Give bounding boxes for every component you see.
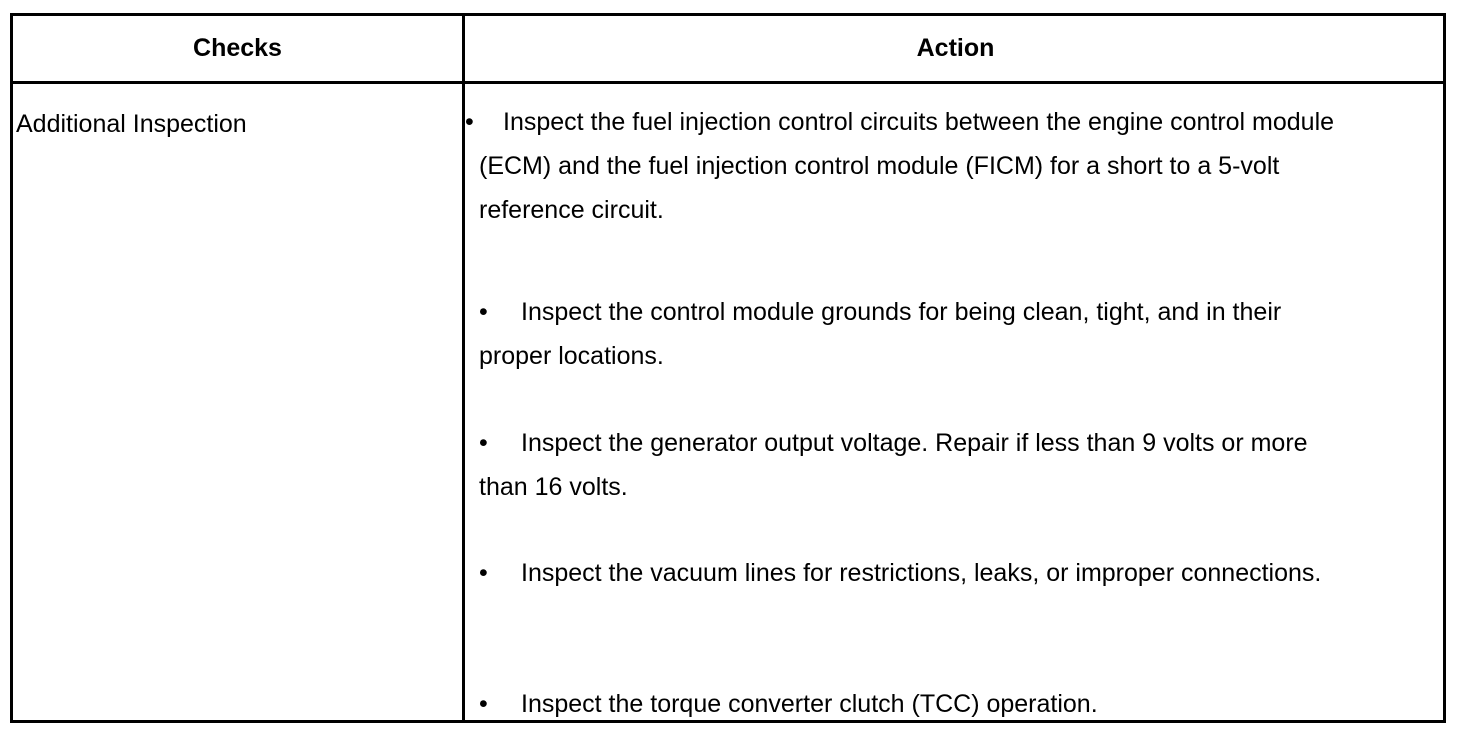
action-item-3 bbox=[479, 421, 1359, 509]
checks-action-table bbox=[10, 13, 1446, 723]
bullet-mark: • bbox=[479, 690, 488, 718]
check-cell-additional-inspection: Additional Inspection bbox=[16, 110, 247, 138]
bullet-mark: • bbox=[479, 298, 488, 326]
action-item-1 bbox=[465, 100, 1365, 232]
bullet-mark: • bbox=[479, 429, 488, 457]
bullet-mark: • bbox=[465, 108, 474, 136]
header-checks: Checks bbox=[193, 34, 282, 62]
table-header-row bbox=[13, 16, 1443, 84]
header-action: Action bbox=[916, 34, 995, 62]
action-item-4 bbox=[479, 551, 1359, 595]
action-text-3: Inspect the generator output voltage. Repair if less than 9 volts or more than 16 volts. bbox=[479, 429, 1308, 501]
action-item-2 bbox=[479, 290, 1359, 378]
action-text-2: Inspect the control module grounds for being clean, tight, and in their proper locations. bbox=[479, 298, 1282, 370]
action-text-1: Inspect the fuel injection control circuits between the engine control module (ECM) and the fuel injection control module (FICM) for a short to a 5-volt reference circuit. bbox=[479, 108, 1335, 224]
bullet-mark: • bbox=[479, 559, 488, 587]
action-text-5: Inspect the torque converter clutch (TCC) operation. bbox=[521, 690, 1098, 718]
action-item-5 bbox=[479, 682, 1359, 726]
action-text-4: Inspect the vacuum lines for restrictions, leaks, or improper connections. bbox=[521, 559, 1322, 587]
